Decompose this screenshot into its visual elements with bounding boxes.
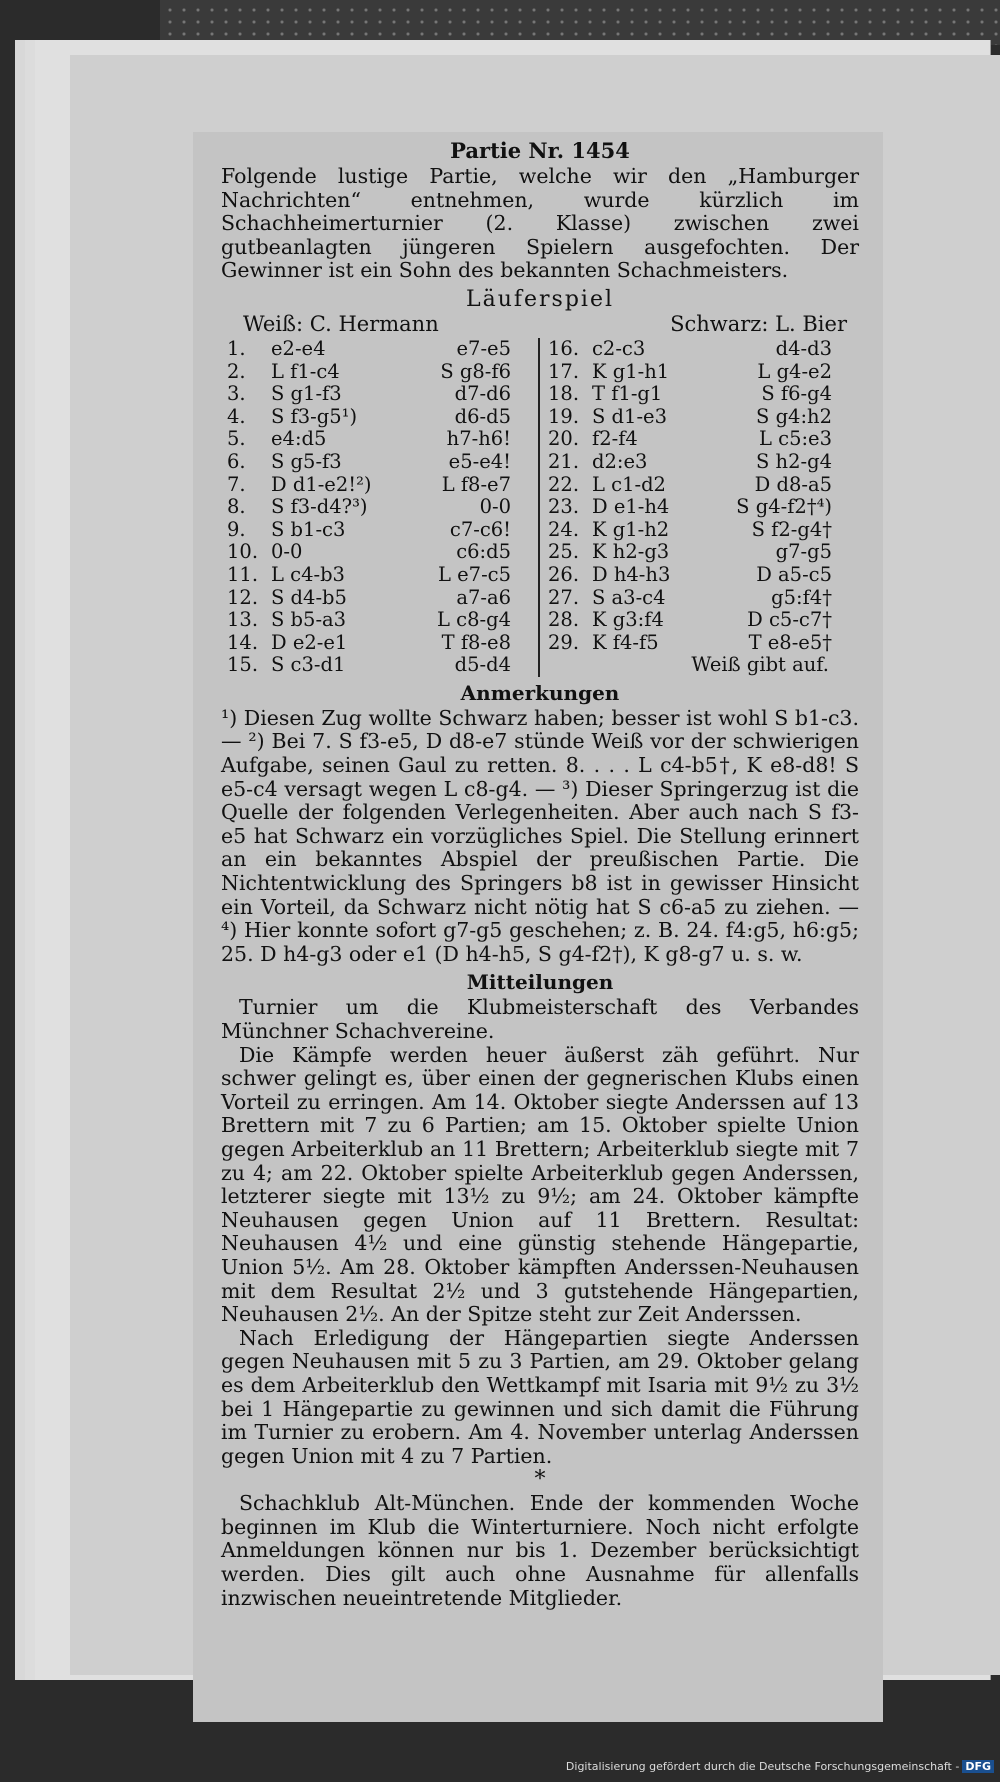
move-number: 1. <box>227 336 246 360</box>
news-paragraph-2: Nach Erledigung der Hängepartien siegte Anderssen gegen Neuhausen mit 5 zu 3 Partien, am 29. Oktober gelang es dem Arbeiterklub den Wettkampf mit Isaria mit 9½ zu 3½ bei 1 Hängepartie zu gewinnen und sich damit die Führung im Turnier zu erobern. Am 4. November unterlag Anderssen gegen Union mit 4 zu 7 Partien. <box>221 1325 859 1468</box>
move-number: 5. <box>227 427 246 451</box>
black-move: g7-g5 <box>775 540 832 564</box>
white-move: S g5-f3 <box>271 449 342 473</box>
notes-heading: Anmerkungen <box>460 680 620 705</box>
move-number: 23. <box>548 495 580 519</box>
news-paragraph-1: Die Kämpfe werden heuer äußerst zäh geführt. Nur schwer gelingt es, über einen der gegnerischen Klubs einen Vorteil zu erringen. Am 14. Oktober siegte Anderssen auf 13 Brettern mit 7 zu 6 Partien; am 15. Oktober spielte Union gegen Arbeiterklub an 11 Brettern; Arbeiterklub siegte mit 7 zu 4; am 22. Oktober spielte Arbeiterklub gegen Anderssen, letzterer siegte mit 13½ zu 9½; am 24. Oktober kämpfte Neuhausen gegen Union auf 11 Brettern. Resultat: Neuhausen 4½ und eine günstig stehende Hängepartie, Union 5½. Am 28. Oktober kämpften Anderssen-Neuhausen mit dem Resultat 2½ und 3 gutstehende Hängepartien, Neuhausen 2½. An der Spitze steht zur Zeit Anderssen. <box>221 1042 859 1327</box>
move-row <box>227 587 538 610</box>
white-move: K g3:f4 <box>592 608 664 632</box>
move-number: 6. <box>227 449 246 473</box>
black-move: S g8-f6 <box>440 359 511 383</box>
white-move: L f1-c4 <box>271 359 340 383</box>
black-move: d7-d6 <box>454 382 511 406</box>
black-move: L c5:e3 <box>759 427 832 451</box>
game-intro: Folgende lustige Partie, welche wir den „Hamburger Nachrichten“ entnehmen, wurde kürzlich im Schachheimerturnier (2. Klasse) zwischen zwei gutbeanlagten jüngeren Spielern ausgefochten. Der Gewinner ist ein Sohn des bekannten Schachmeisters. <box>221 164 859 283</box>
move-number: 12. <box>227 585 259 609</box>
black-move: L e7-c5 <box>437 562 511 586</box>
white-move: L c4-b3 <box>271 562 345 586</box>
opening-name: Läuferspiel <box>465 286 615 312</box>
white-move: K h2-g3 <box>592 540 670 564</box>
black-player: Schwarz: L. Bier <box>670 311 847 336</box>
news-paragraph-3: Schachklub Alt-München. Ende der kommenden Woche beginnen im Klub die Winterturniere. Noch nicht erfolgte Anmeldungen können nur bis 1. Dezember berücksichtigt werden. Dies gilt auch ohne Ausnahme für allenfalls inzwischen neueintretende Mitglieder. <box>221 1491 859 1610</box>
footer-text: Digitalisierung gefördert durch die Deutsche Forschungsgemeinschaft - <box>565 1760 960 1773</box>
move-row <box>227 654 538 677</box>
move-row <box>548 587 859 610</box>
players-line <box>221 312 859 336</box>
move-number: 9. <box>227 517 246 541</box>
section-star: * <box>534 1467 546 1493</box>
white-move: e2-e4 <box>271 336 326 360</box>
move-number: 21. <box>548 449 580 473</box>
digitization-footer <box>566 1760 994 1773</box>
move-row <box>227 541 538 564</box>
black-move: S g4-f2†⁴) <box>736 495 832 519</box>
black-move: d4-d3 <box>775 336 832 360</box>
move-row <box>227 632 538 655</box>
black-move: S f6-g4 <box>761 382 832 406</box>
move-number: 20. <box>548 427 580 451</box>
move-row <box>548 451 859 474</box>
dfg-logo: DFG <box>962 1760 994 1773</box>
move-number: 18. <box>548 382 580 406</box>
white-move: S f3-g5¹) <box>271 404 358 428</box>
move-number: 17. <box>548 359 580 383</box>
white-move: D e1-h4 <box>592 495 670 519</box>
move-row <box>227 338 538 361</box>
move-row <box>548 338 859 361</box>
news-subheading: Turnier um die Klubmeisterschaft des Verbandes Münchner Schachvereine. <box>221 995 859 1043</box>
move-number: 15. <box>227 653 259 677</box>
game-title: Partie Nr. 1454 <box>450 138 630 163</box>
moves-column-left <box>221 338 538 677</box>
move-number: 19. <box>548 404 580 428</box>
white-move: S c3-d1 <box>271 653 346 677</box>
black-move: g5:f4† <box>771 585 832 609</box>
move-row <box>548 406 859 429</box>
move-row <box>227 406 538 429</box>
move-number: 8. <box>227 495 246 519</box>
black-move: D d8-a5 <box>754 472 832 496</box>
white-move: S f3-d4?³) <box>271 495 368 519</box>
book-cover-edge <box>160 0 1000 45</box>
white-move: D h4-h3 <box>592 562 671 586</box>
black-move: L g4-e2 <box>757 359 832 383</box>
white-player: Weiß: C. Hermann <box>243 311 439 336</box>
white-move: S d4-b5 <box>271 585 347 609</box>
move-row <box>548 496 859 519</box>
move-row <box>227 428 538 451</box>
move-row <box>227 609 538 632</box>
black-move: T f8-e8 <box>441 630 511 654</box>
black-move: 0-0 <box>479 495 511 519</box>
move-row <box>227 474 538 497</box>
newspaper-clipping <box>193 132 883 1722</box>
move-number: 14. <box>227 630 259 654</box>
black-move: c6:d5 <box>456 540 511 564</box>
move-number: 13. <box>227 608 259 632</box>
move-row <box>227 496 538 519</box>
black-move: e5-e4! <box>448 449 511 473</box>
black-move: S h2-g4 <box>755 449 832 473</box>
move-number: 7. <box>227 472 246 496</box>
white-move: e4:d5 <box>271 427 327 451</box>
move-row <box>548 361 859 384</box>
move-row <box>548 474 859 497</box>
game-result: Weiß gibt auf. <box>691 653 829 677</box>
move-number: 2. <box>227 359 246 383</box>
black-move: D c5-c7† <box>747 608 832 632</box>
move-number: 29. <box>548 630 580 654</box>
white-move: K f4-f5 <box>592 630 659 654</box>
black-move: e7-e5 <box>456 336 511 360</box>
move-row <box>548 428 859 451</box>
white-move: S b1-c3 <box>271 517 346 541</box>
black-move: d5-d4 <box>454 653 511 677</box>
white-move: D d1-e2!²) <box>271 472 372 496</box>
white-move: 0-0 <box>271 540 303 564</box>
move-row <box>548 564 859 587</box>
black-move: S g4:h2 <box>756 404 832 428</box>
move-number: 16. <box>548 336 580 360</box>
move-row <box>548 632 859 655</box>
move-row <box>227 383 538 406</box>
move-row <box>548 609 859 632</box>
black-move: D a5-c5 <box>756 562 832 586</box>
moves-column-right <box>538 338 859 677</box>
black-move: L c8-g4 <box>437 608 511 632</box>
black-move: L f8-e7 <box>441 472 511 496</box>
move-number: 4. <box>227 404 246 428</box>
black-move: d6-d5 <box>454 404 511 428</box>
move-row <box>227 451 538 474</box>
black-move: T e8-e5† <box>748 630 832 654</box>
move-row <box>227 564 538 587</box>
news-heading: Mitteilungen <box>466 970 614 995</box>
notes-text: ¹) Diesen Zug wollte Schwarz haben; besser ist wohl S b1-c3. — ²) Bei 7. S f3-e5, D d8-e7 stünde Weiß vor der schwierigen Aufgabe, seinen Gaul zu retten. 8. . . . L c4-b5†, K e8-d8! S e5-c4 versagt wegen L c8-g4. — ³) Dieser Springerzug ist die Quelle der folgenden Verlegenheiten. Aber auch nach S f3-e5 hat Schwarz ein vorzügliches Spiel. Die Stellung erinnert an ein bekanntes Abspiel der preußischen Partie. Die Nichtentwicklung des Springers b8 ist in gewisser Hinsicht ein Vorteil, da Schwarz nicht nötig hat S c6-a5 zu ziehen. — ⁴) Hier konnte sofort g7-g5 geschehen; z. B. 24. f4:g5, h6:g5; 25. D h4-g3 oder e1 (D h4-h5, S g4-f2†), K g8-g7 u. s. w. <box>221 705 859 966</box>
move-number: 28. <box>548 608 580 632</box>
white-move: D e2-e1 <box>271 630 348 654</box>
move-row <box>227 519 538 542</box>
white-move: d2:e3 <box>592 449 648 473</box>
white-move: S a3-c4 <box>592 585 666 609</box>
white-move: S g1-f3 <box>271 382 342 406</box>
black-move: S f2-g4† <box>751 517 832 541</box>
move-row <box>548 383 859 406</box>
white-move: S d1-e3 <box>592 404 667 428</box>
move-number: 11. <box>227 562 259 586</box>
move-number: 22. <box>548 472 580 496</box>
black-move: a7-a6 <box>456 585 511 609</box>
move-number: 10. <box>227 540 259 564</box>
white-move: L c1-d2 <box>592 472 666 496</box>
move-number: 25. <box>548 540 580 564</box>
black-move: c7-c6! <box>449 517 511 541</box>
white-move: K g1-h1 <box>592 359 670 383</box>
white-move: f2-f4 <box>592 427 638 451</box>
move-number: 27. <box>548 585 580 609</box>
move-number: 24. <box>548 517 580 541</box>
white-move: K g1-h2 <box>592 517 670 541</box>
white-move: c2-c3 <box>592 336 646 360</box>
black-move: h7-h6! <box>446 427 511 451</box>
move-number: 3. <box>227 382 246 406</box>
move-row <box>227 361 538 384</box>
move-row <box>548 519 859 542</box>
move-number: 26. <box>548 562 580 586</box>
white-move: S b5-a3 <box>271 608 347 632</box>
white-move: T f1-g1 <box>592 382 663 406</box>
move-row <box>548 541 859 564</box>
move-table <box>221 338 859 677</box>
